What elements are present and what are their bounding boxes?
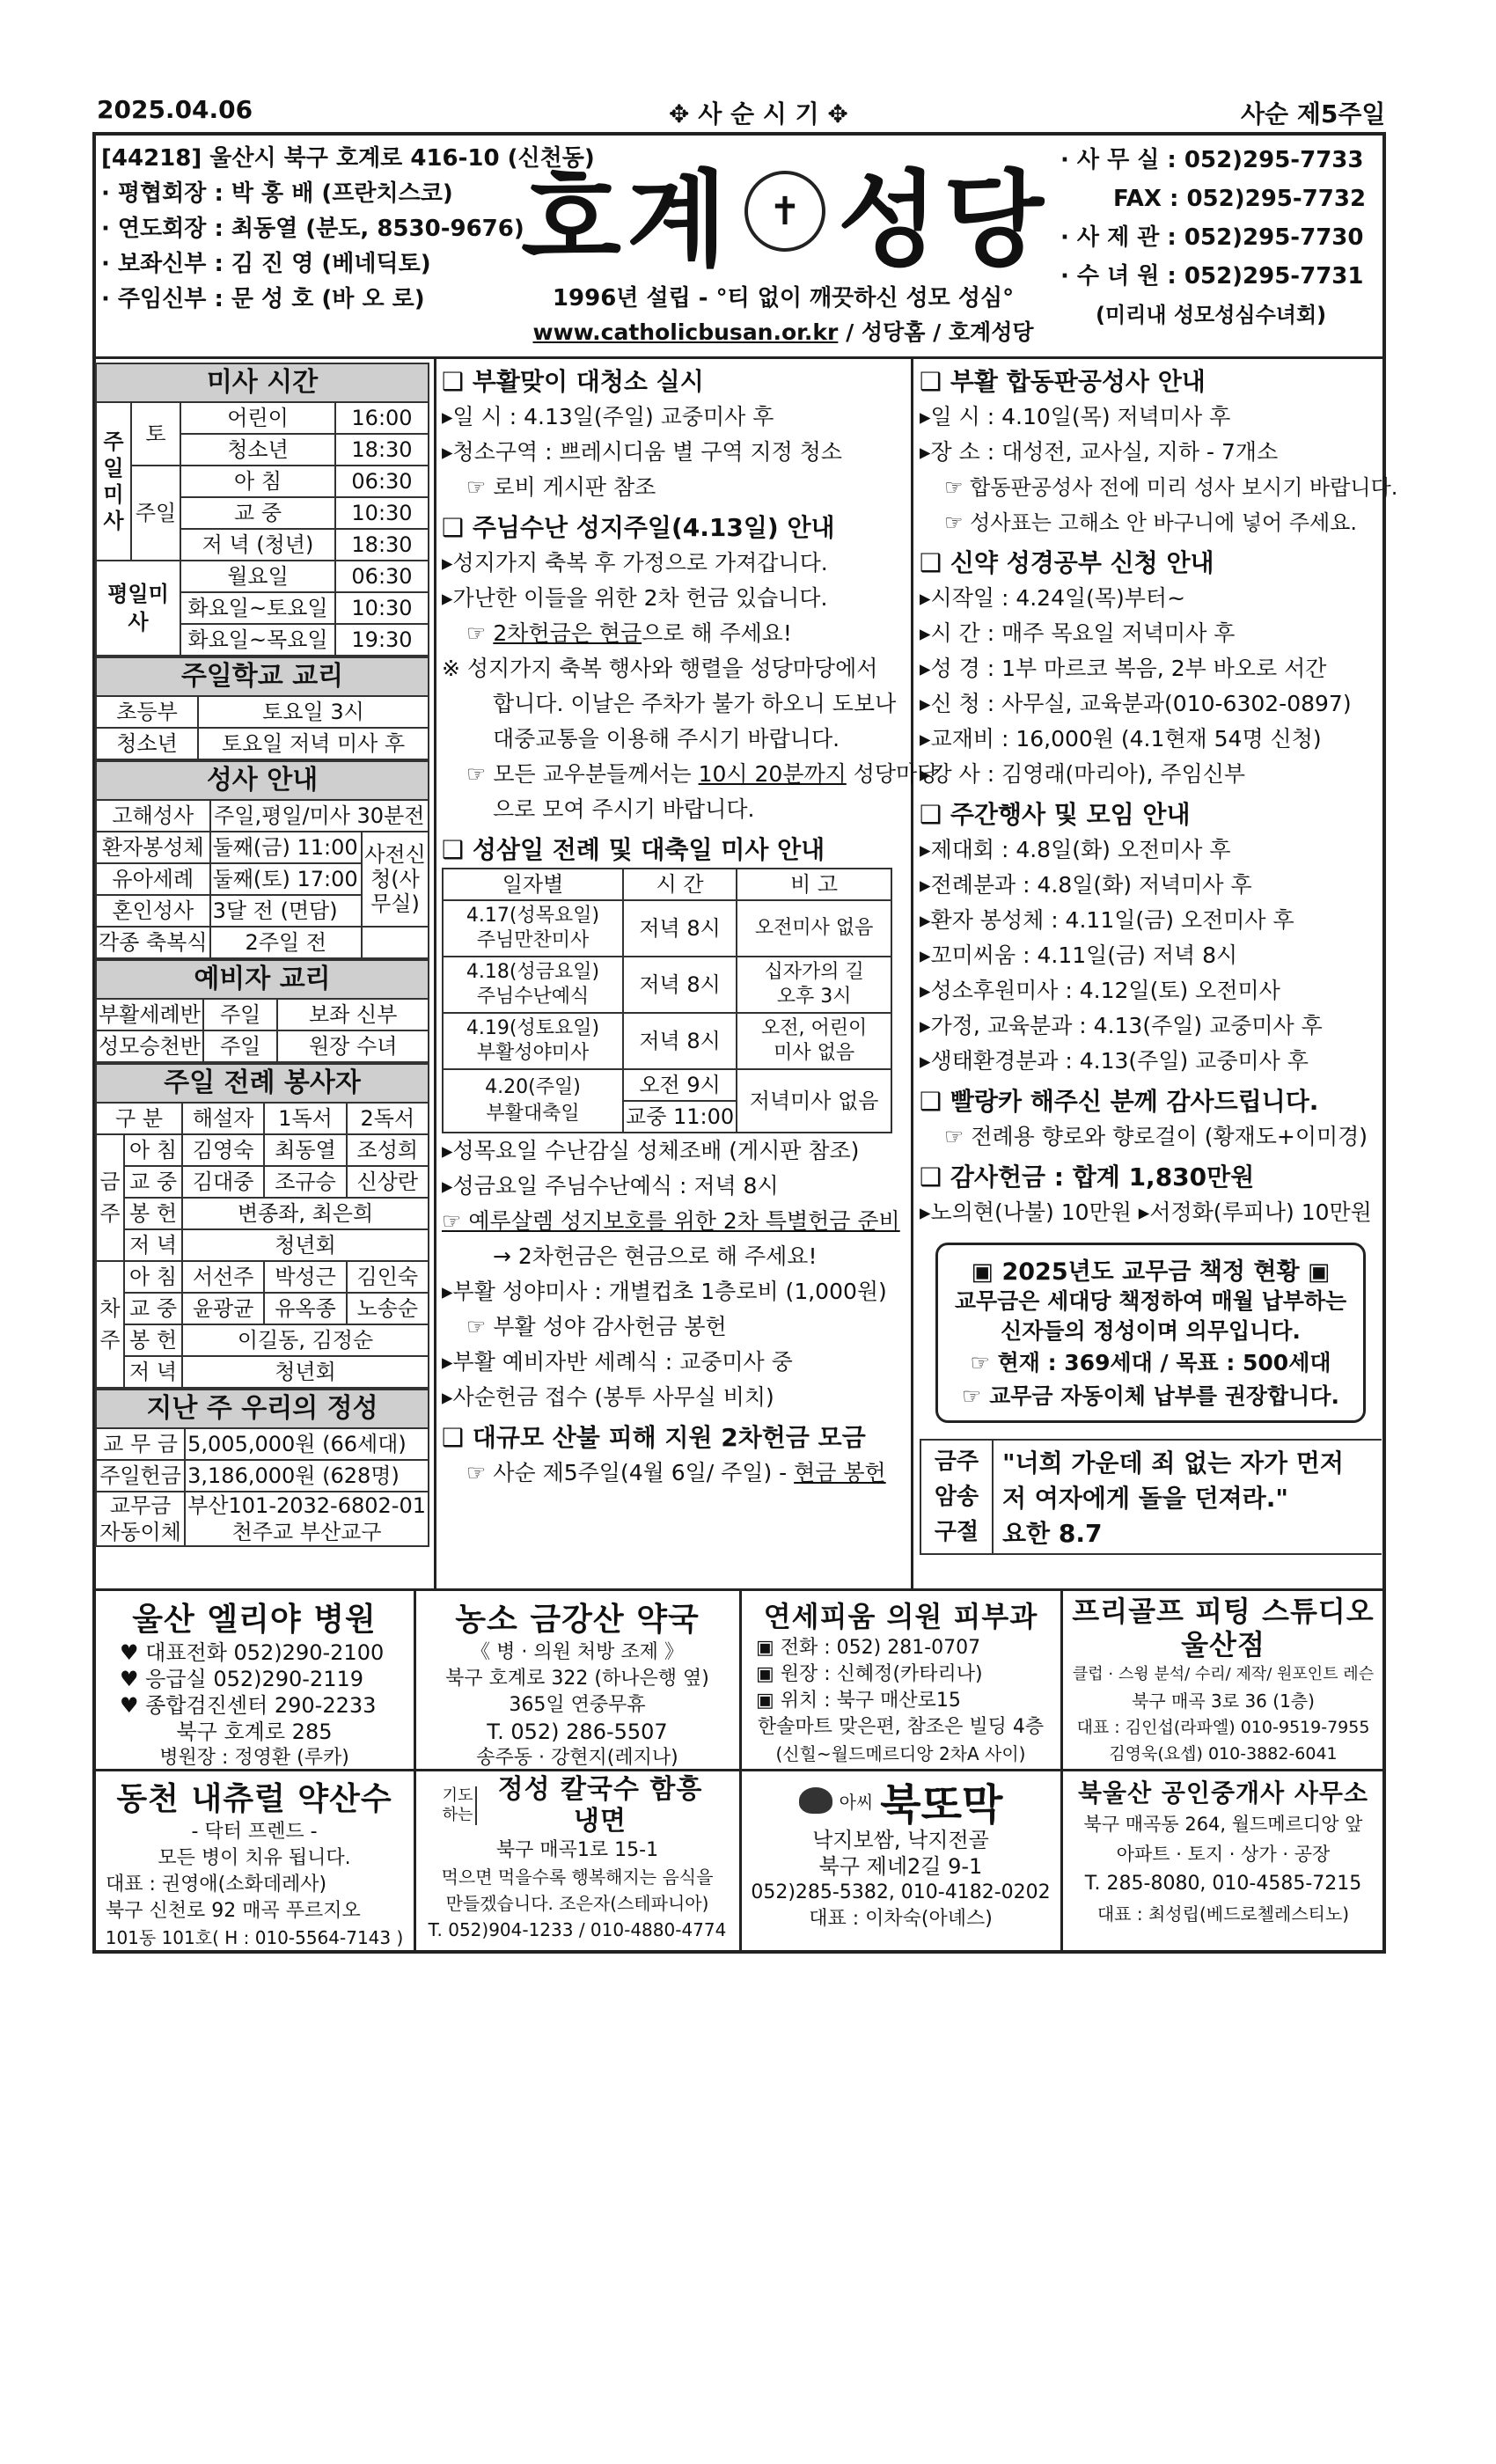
class-day: 주일 xyxy=(203,999,277,1030)
header-contacts-right xyxy=(1060,141,1382,334)
mass-name: 아 침 xyxy=(180,466,335,497)
notice-line: ▸노의현(나불) 10만원 ▸서정화(루피나) 10만원 xyxy=(920,1199,1372,1225)
tithe-box-title: ▣ 2025년도 교무금 책정 현황 ▣ xyxy=(971,1258,1331,1286)
mass-name: 교 중 xyxy=(180,497,335,529)
server-name: 변종좌, 최은희 xyxy=(182,1198,429,1229)
server-name: 조성희 xyxy=(347,1134,429,1166)
church-seal-icon: ✝ xyxy=(744,171,825,252)
server-slot: 봉 헌 xyxy=(124,1198,182,1229)
notice-line: ▸시작일 : 4.24일(목)부터~ xyxy=(920,585,1186,611)
servers-head: 해설자 xyxy=(182,1103,264,1134)
triduum-time: 저녁 8시 xyxy=(623,957,737,1013)
class-name: 초등부 xyxy=(96,696,198,728)
fax-number: FAX : 052)295-7732 xyxy=(1113,186,1367,212)
server-name: 윤광균 xyxy=(182,1293,264,1324)
ad-title: 동천 내츄럴 약산수 xyxy=(116,1781,392,1817)
bank-account: 부산101-2032-6802-01 xyxy=(187,1493,426,1518)
notice-line: ▸가정, 교육분과 : 4.13(주일) 교중미사 후 xyxy=(920,1013,1323,1038)
ad-line: 북구 매곡 3로 36 (1층) xyxy=(1132,1690,1315,1712)
ad-line: 먹으면 먹을수록 행복해지는 음식을 xyxy=(441,1866,714,1888)
notice-line: 신자들의 정성이며 의무입니다. xyxy=(1001,1318,1301,1344)
ad-line: 대표 : 최성립(베드로첼레스티노) xyxy=(1096,1903,1350,1925)
convent-name: (미리내 성모성심수녀회) xyxy=(1096,303,1327,327)
ad-line: ♥ 종합검진센터 290-2233 xyxy=(120,1693,377,1718)
ad-pharmacy xyxy=(418,1595,737,1766)
server-name: 노송순 xyxy=(347,1293,429,1324)
notice-line: 교무금은 세대당 책정하여 매월 납부하는 xyxy=(954,1288,1347,1314)
right-column xyxy=(920,359,1398,1555)
ad-divider xyxy=(1060,1588,1063,1954)
triduum-head: 시 간 xyxy=(623,869,737,900)
ad-line: 《 병 · 의원 처방 조제 》 xyxy=(471,1641,684,1663)
thanks-offering-heading: ❑ 감사헌금 : 합계 1,830만원 xyxy=(920,1162,1255,1192)
confession-heading: ❑ 부활 합동판공성사 안내 xyxy=(920,367,1206,396)
server-slot: 아 침 xyxy=(124,1261,182,1293)
ad-dermatology xyxy=(744,1595,1058,1766)
class-time: 토요일 저녁 미사 후 xyxy=(198,728,429,759)
notice-line: ▸성목요일 수난감실 성체조배 (게시판 참조) xyxy=(442,1138,860,1163)
ad-realestate xyxy=(1065,1774,1382,1950)
server-slot: 아 침 xyxy=(124,1134,182,1166)
saturday-label: 토 xyxy=(131,402,180,466)
triduum-time: 교중 11:00 xyxy=(623,1101,737,1133)
notice-line: 합니다. 이날은 주차가 불가 하오니 도보나 xyxy=(493,691,897,716)
octopus-logo-icon xyxy=(799,1787,832,1814)
notice-line: ▸교재비 : 16,000원 (4.1현재 54명 신청) xyxy=(920,726,1322,752)
ad-restaurant xyxy=(744,1774,1058,1950)
account-holder: 천주교 부산교구 xyxy=(231,1520,382,1544)
mass-time: 10:30 xyxy=(335,592,429,624)
ad-divider xyxy=(739,1588,742,1954)
ad-golf xyxy=(1065,1595,1382,1766)
notice-line: ☞ 로비 게시판 참조 xyxy=(466,474,656,500)
servers-table xyxy=(95,1102,429,1389)
council-president: · 평협회장 : 박 홍 배 (프란치스코) xyxy=(101,180,453,207)
notice-line: ▸제대회 : 4.8일(화) 오전미사 후 xyxy=(920,837,1231,862)
ad-line: ▣ 위치 : 북구 매산로15 xyxy=(756,1690,961,1712)
ad-line: ♥ 대표전화 052)290-2100 xyxy=(120,1640,385,1665)
ad-title: 농소 금강산 약국 xyxy=(455,1602,700,1638)
mass-time: 06:30 xyxy=(335,561,429,592)
server-slot: 저 녁 xyxy=(124,1356,182,1388)
address: [44218] 울산시 북구 호계로 416-10 (신천동) xyxy=(101,145,595,172)
ad-line: 북구 호계로 322 (하나은행 옆) xyxy=(445,1668,709,1690)
left-column xyxy=(95,363,429,1547)
ad-water xyxy=(97,1774,412,1950)
ad-line: 병원장 : 정영환 (루카) xyxy=(159,1747,349,1766)
palanca-heading: ❑ 빨랑카 해주신 분께 감사드립니다. xyxy=(920,1087,1319,1116)
next-week-label: 차주 xyxy=(96,1261,124,1388)
ad-line: T. 285-8080, 010-4585-7215 xyxy=(1084,1873,1362,1895)
ad-line: T. 052) 286-5507 xyxy=(487,1720,668,1744)
mass-time: 16:00 xyxy=(335,402,429,434)
notice-line: ▸시 간 : 매주 목요일 저녁미사 후 xyxy=(920,620,1236,646)
liturgical-season: ✥ 사 순 시 기 ✥ xyxy=(669,99,848,128)
offering-amount: 5,005,000원 (66세대) xyxy=(185,1428,429,1460)
notice-line: ▸사순헌금 접수 (봉투 사무실 비치) xyxy=(442,1384,774,1410)
cleaning-heading: ❑ 부활맞이 대청소 실시 xyxy=(442,367,704,396)
ad-line: 대표 : 권영애(소화데레사) xyxy=(106,1874,327,1896)
weekly-events-heading: ❑ 주간행사 및 모임 안내 xyxy=(920,800,1191,829)
mass-time: 18:30 xyxy=(335,434,429,466)
sacrament-time: 2주일 전 xyxy=(210,927,362,958)
notice-line: ▸성지가지 축복 후 가정으로 가져갑니다. xyxy=(442,550,828,576)
server-name: 김대중 xyxy=(182,1166,264,1198)
ad-line: 365일 연중무휴 xyxy=(509,1694,646,1716)
triduum-note: 저녁미사 없음 xyxy=(737,1069,891,1133)
notice-line: 으로 모여 주시기 바랍니다. xyxy=(493,796,755,822)
ad-line: 한솔마트 맞은편, 참조은 빌딩 4층 xyxy=(757,1716,1045,1738)
ad-line: 북구 매곡동 264, 월드메르디앙 앞 xyxy=(1083,1814,1363,1835)
servers-head: 2독서 xyxy=(347,1103,429,1134)
office-phone: · 사 무 실 : 052)295-7733 xyxy=(1060,147,1364,173)
prayer-tag: 기도하는 xyxy=(440,1786,477,1825)
triduum-heading: ❑ 성삼일 전례 및 대축일 미사 안내 xyxy=(442,835,825,864)
sunday-label: 주일 xyxy=(131,466,180,561)
notice-line: ☞ 부활 성야 감사헌금 봉헌 xyxy=(466,1314,727,1339)
server-name: 김인숙 xyxy=(347,1261,429,1293)
triduum-table xyxy=(442,868,892,1133)
ad-line: 101동 101호( H : 010-5564-7143 ) xyxy=(105,1927,404,1948)
notice-line: ▸부활 예비자반 세례식 : 교중미사 중 xyxy=(442,1349,793,1375)
notice-line: → 2차헌금은 현금으로 해 주세요! xyxy=(493,1243,818,1269)
class-name: 부활세례반 xyxy=(96,999,203,1030)
triduum-date: 4.17(성목요일) 주님만찬미사 xyxy=(443,900,623,957)
servers-head: 1독서 xyxy=(264,1103,346,1134)
sacrament-time: 주일,평일/미사 30분전 xyxy=(210,800,429,832)
notice-line: ▸가난한 이들을 위한 2차 헌금 있습니다. xyxy=(442,585,828,611)
class-teacher: 보좌 신부 xyxy=(277,999,429,1030)
ad-line: 아파트 · 토지 · 상가 · 공장 xyxy=(1116,1844,1331,1865)
triduum-date: 4.20(주일) 부활대축일 xyxy=(443,1069,623,1133)
ad-title: 연세피움 의원 피부과 xyxy=(763,1600,1038,1633)
website-line: www.catholicbusan.or.kr / 성당홈 / 호계성당 xyxy=(532,319,1034,345)
ad-line: 대표 : 이차숙(아녜스) xyxy=(809,1908,993,1930)
bible-study-heading: ❑ 신약 성경공부 신청 안내 xyxy=(920,548,1214,577)
church-name-second: 성당 xyxy=(838,158,1049,281)
sacrament-time: 3달 전 (면담) xyxy=(210,895,362,927)
server-name: 서선주 xyxy=(182,1261,264,1293)
server-slot: 봉 헌 xyxy=(124,1324,182,1356)
ad-line: ▣ 전화 : 052) 281-0707 xyxy=(756,1637,981,1659)
advance-request-note: 사전신청(사무실) xyxy=(362,832,429,927)
class-day: 주일 xyxy=(203,1030,277,1062)
notice-line: ☞ 성사표는 고해소 안 바구니에 넣어 주세요. xyxy=(944,510,1358,535)
mass-name: 화요일~목요일 xyxy=(180,624,335,656)
notice-line: ▸전례분과 : 4.8일(화) 저녁미사 후 xyxy=(920,872,1252,898)
triduum-head: 일자별 xyxy=(443,869,623,900)
ad-title: 정성 칼국수 함흥냉면 xyxy=(497,1774,703,1837)
notice-line: ☞ 예루살렘 성지보호를 위한 2차 특별헌금 준비 xyxy=(442,1208,900,1234)
server-name: 최동열 xyxy=(264,1134,346,1166)
notice-line: ▸환자 봉성체 : 4.11일(금) 오전미사 후 xyxy=(920,907,1294,933)
server-slot: 교 중 xyxy=(124,1293,182,1324)
server-name: 청년회 xyxy=(182,1229,429,1261)
notice-line: ▸꼬미씨움 : 4.11일(금) 저녁 8시 xyxy=(920,942,1238,968)
tithe-count: ☞ 현재 : 369세대 / 목표 : 500세대 xyxy=(970,1350,1331,1375)
mass-name: 저 녁 (청년) xyxy=(180,529,335,561)
middle-column xyxy=(442,359,939,1491)
mass-name: 월요일 xyxy=(180,561,335,592)
church-name-first: 호계 xyxy=(521,158,732,281)
offering-amount: 3,186,000원 (628명) xyxy=(185,1460,429,1492)
mass-time: 19:30 xyxy=(335,624,429,656)
notice-line: ☞ 사순 제5주일(4월 6일/ 주일) - 현금 봉헌 xyxy=(466,1460,886,1485)
sacrament-name: 고해성사 xyxy=(96,800,210,832)
notice-line: ☞ 모든 교우분들께서는 10시 20분까지 성당마당 xyxy=(466,761,939,787)
ad-title: 울산 엘리야 병원 xyxy=(132,1602,377,1638)
offering-label: 주일헌금 xyxy=(96,1460,185,1492)
ad-title: 북울산 공인중개사 사무소 xyxy=(1077,1778,1369,1808)
website-link[interactable]: www.catholicbusan.or.kr xyxy=(532,319,839,345)
pastor: · 주임신부 : 문 성 호 (바 오 로) xyxy=(101,286,425,312)
triduum-date: 4.19(성토요일) 부활성야미사 xyxy=(443,1013,623,1069)
memory-verse-text: "너희 가운데 죄 없는 자가 먼저 저 여자에게 돌을 던져라." xyxy=(1002,1448,1344,1513)
ad-line: 북구 신천로 92 매곡 푸르지오 xyxy=(106,1900,361,1922)
notice-line: ▸성 경 : 1부 마르코 복음, 2부 바오로 서간 xyxy=(920,656,1327,681)
servers-title: 주일 전례 봉사자 xyxy=(95,1063,429,1102)
triduum-note: 오전미사 없음 xyxy=(737,900,891,957)
ad-line: 북구 제네2길 9-1 xyxy=(818,1854,983,1879)
notice-line: ▸신 청 : 사무실, 교육분과(010-6302-0897) xyxy=(920,691,1352,716)
ad-noodles xyxy=(418,1774,737,1950)
founded-line: 1996년 설립 - °티 없이 깨끗하신 성모 성심° xyxy=(552,285,1015,312)
liturgical-week: 사순 제5주일 xyxy=(1241,99,1386,128)
notice-line: ☞ 전례용 향로와 향로걸이 (황재도+이미경) xyxy=(944,1124,1368,1149)
rectory-phone: · 사 제 관 : 052)295-7730 xyxy=(1060,224,1364,251)
catechumen-title: 예비자 교리 xyxy=(95,959,429,998)
triduum-note: 오전, 어린이 미사 없음 xyxy=(737,1013,891,1069)
auto-transfer-label: 교무금 자동이체 xyxy=(96,1492,185,1546)
notice-line: ▸일 시 : 4.13일(주일) 교중미사 후 xyxy=(442,404,774,429)
class-teacher: 원장 수녀 xyxy=(277,1030,429,1062)
ad-line: 클럽 · 스윙 분석/ 수리/ 제작/ 원포인트 레슨 xyxy=(1072,1665,1375,1683)
ad-line: 052)285-5382, 010-4182-0202 xyxy=(751,1881,1051,1903)
ad-title: 북또막 xyxy=(880,1779,1003,1830)
server-slot: 저 녁 xyxy=(124,1229,182,1261)
mass-name: 화요일~토요일 xyxy=(180,592,335,624)
offering-title: 지난 주 우리의 정성 xyxy=(95,1389,429,1427)
ad-line: 대표 : 김인섭(라파엘) 010-9519-7955 xyxy=(1076,1718,1370,1737)
mass-name: 어린이 xyxy=(180,402,335,434)
server-name: 신상란 xyxy=(347,1166,429,1198)
mass-time: 18:30 xyxy=(335,529,429,561)
ad-line: 북구 매곡1로 15-1 xyxy=(495,1839,659,1861)
sacrament-name: 유아세례 xyxy=(96,863,210,895)
notice-line: ▸일 시 : 4.10일(목) 저녁미사 후 xyxy=(920,404,1231,429)
mass-time: 06:30 xyxy=(335,466,429,497)
ad-line: - 닥터 프렌드 - xyxy=(191,1821,318,1843)
ad-hospital xyxy=(97,1595,412,1766)
weekday-mass-label: 평일미사 xyxy=(96,561,180,656)
notice-line: ☞ 2차헌금은 현금으로 해 주세요! xyxy=(466,620,792,646)
sacrament-name: 혼인성사 xyxy=(96,895,210,927)
ad-divider xyxy=(414,1588,416,1954)
server-name: 청년회 xyxy=(182,1356,429,1388)
server-name: 조규승 xyxy=(264,1166,346,1198)
offering-table xyxy=(95,1427,429,1547)
notice-line: ☞ 합동판공성사 전에 미리 성사 보시기 바랍니다. xyxy=(944,475,1398,500)
memory-verse-ref: 요한 8.7 xyxy=(1002,1519,1103,1548)
notice-line: ▸성금요일 주님수난예식 : 저녁 8시 xyxy=(442,1173,779,1199)
sacrament-time: 둘째(금) 11:00 xyxy=(210,832,362,863)
notice-line: ※ 성지가지 축복 행사와 행렬을 성당마당에서 xyxy=(442,656,878,681)
ad-title: 프리골프 피팅 스튜디오 울산점 xyxy=(1072,1595,1375,1661)
mass-time: 10:30 xyxy=(335,497,429,529)
ad-line: ♥ 응급실 052)290-2119 xyxy=(120,1667,364,1691)
triduum-time: 저녁 8시 xyxy=(623,900,737,957)
sacrament-name: 각종 축복식 xyxy=(96,927,210,958)
convent-phone: · 수 녀 원 : 052)295-7731 xyxy=(1060,263,1364,290)
ad-tag: 아씨 xyxy=(839,1791,874,1813)
sunday-school-table xyxy=(95,695,429,760)
triduum-note: 십자가의 길 오후 3시 xyxy=(737,957,891,1013)
notice-line: ▸부활 성야미사 : 개별컵초 1층로비 (1,000원) xyxy=(442,1279,887,1304)
sacraments-title: 성사 안내 xyxy=(95,760,429,799)
sacrament-name: 환자봉성체 xyxy=(96,832,210,863)
ad-line: 만들겠습니다. 조은자(스테파니아) xyxy=(445,1893,709,1914)
servers-head: 구 분 xyxy=(96,1103,182,1134)
triduum-head: 비 고 xyxy=(737,869,891,900)
assistant-priest: · 보좌신부 : 김 진 영 (베네딕토) xyxy=(101,251,431,277)
mass-times-table xyxy=(95,401,429,656)
notice-line: ▸장 소 : 대성전, 교사실, 지하 - 7개소 xyxy=(920,439,1279,465)
sacrament-time: 둘째(토) 17:00 xyxy=(210,863,362,895)
ad-line: 북구 호계로 285 xyxy=(176,1720,333,1744)
ad-line: 김영욱(요셉) 010-3882-6041 xyxy=(1109,1744,1338,1764)
class-name: 성모승천반 xyxy=(96,1030,203,1062)
mass-times-title: 미사 시간 xyxy=(95,363,429,401)
server-name: 이길동, 김정순 xyxy=(182,1324,429,1356)
this-week-label: 금주 xyxy=(96,1134,124,1261)
triduum-time: 오전 9시 xyxy=(623,1069,737,1101)
class-name: 청소년 xyxy=(96,728,198,759)
notice-line: ☞ 교무금 자동이체 납부를 권장합니다. xyxy=(962,1383,1339,1409)
sunday-mass-label: 주일미사 xyxy=(96,402,131,561)
ad-line: ▣ 원장 : 신혜정(카타리나) xyxy=(756,1663,983,1685)
triduum-time: 저녁 8시 xyxy=(623,1013,737,1069)
server-name: 김영숙 xyxy=(182,1134,264,1166)
notice-line: ▸생태환경분과 : 4.13(주일) 교중미사 후 xyxy=(920,1048,1309,1074)
catechumen-table xyxy=(95,998,429,1063)
ad-line: 낙지보쌈, 낙지전골 xyxy=(812,1828,989,1852)
notice-line: ▸성소후원미사 : 4.12일(토) 오전미사 xyxy=(920,978,1280,1003)
offering-label: 교 무 금 xyxy=(96,1428,185,1460)
ad-line: 모든 병이 치유 됩니다. xyxy=(158,1847,351,1869)
notice-line: ▸청소구역 : 쁘레시디움 별 구역 지정 청소 xyxy=(442,439,843,465)
server-slot: 교 중 xyxy=(124,1166,182,1198)
wildfire-heading: ❑ 대규모 산불 피해 지원 2차헌금 모금 xyxy=(442,1423,866,1452)
ad-line: T. 052)904-1233 / 010-4880-4774 xyxy=(428,1919,727,1940)
server-name: 유옥종 xyxy=(264,1293,346,1324)
palm-sunday-heading: ❑ 주님수난 성지주일(4.13일) 안내 xyxy=(442,513,835,542)
church-title xyxy=(521,141,1049,282)
column-divider-right xyxy=(911,356,913,1590)
triduum-date: 4.18(성금요일) 주님수난예식 xyxy=(443,957,623,1013)
memory-verse xyxy=(920,1439,1382,1555)
mass-name: 청소년 xyxy=(180,434,335,466)
sacraments-table xyxy=(95,799,429,959)
sunday-school-title: 주일학교 교리 xyxy=(95,656,429,695)
notice-line: ▸강 사 : 김영래(마리아), 주임신부 xyxy=(920,761,1246,787)
class-time: 토요일 3시 xyxy=(198,696,429,728)
regional-president: · 연도회장 : 최동열 (분도, 8530-9676) xyxy=(101,216,524,242)
memory-verse-label: 금주 암송 구절 xyxy=(921,1441,994,1553)
server-name: 박성근 xyxy=(264,1261,346,1293)
bulletin-date: 2025.04.06 xyxy=(97,95,253,124)
ad-line: (신힐~월드메르디앙 2차A 사이) xyxy=(775,1743,1026,1764)
ad-line: 송주동 · 강현지(레지나) xyxy=(476,1747,678,1766)
column-divider-left xyxy=(434,356,436,1590)
notice-line: 대중교통을 이용해 주시기 바랍니다. xyxy=(493,726,840,752)
tithe-status-box xyxy=(935,1243,1366,1423)
